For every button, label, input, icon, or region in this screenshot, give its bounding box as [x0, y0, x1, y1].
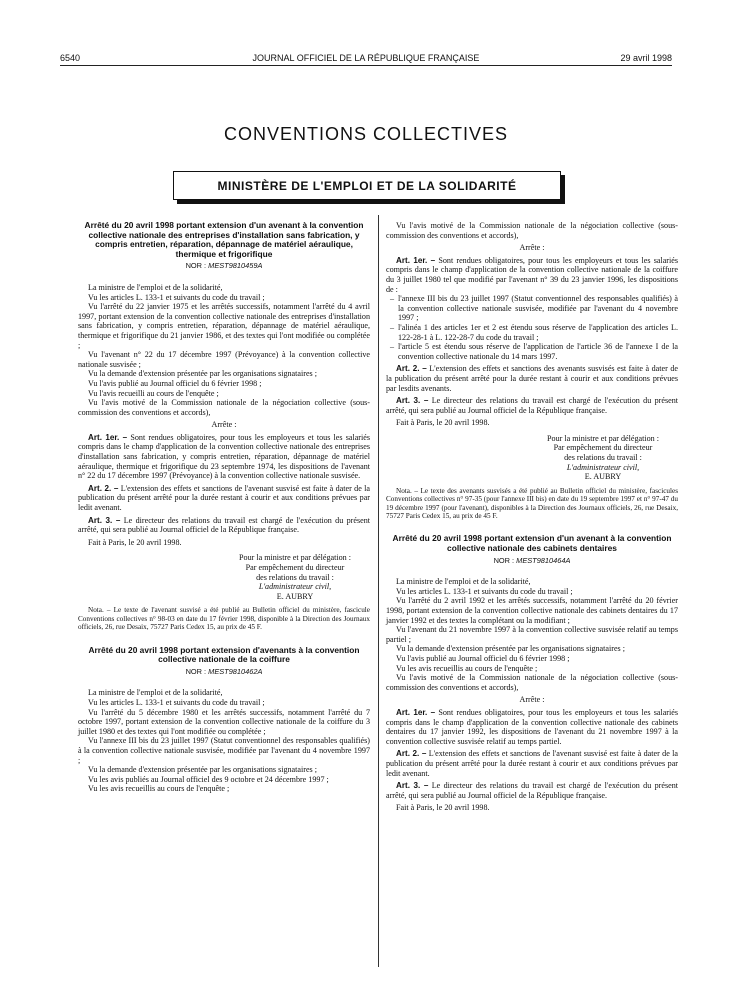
- paragraph: Vu la demande d'extension présentée par les organisations signataires ;: [88, 369, 317, 379]
- signature-line: Par empêchement du directeur: [553, 443, 653, 453]
- paragraph: Vu les articles L. 133-1 et suivants du code du travail ;: [396, 586, 573, 596]
- paragraph: Vu l'arrêté du 22 janvier 1975 et les arrêtés successifs, notamment l'arrêté du 4 avril 1997, portant extension de la convention collective nationale des entreprises d'installation sans fabrication, y compris entretien, réparation, dépannage de matériel aéraulique, thermique et frigorifique du 21 janvier 1986, et des textes qui l'ont modifiée ou complétée ;: [78, 302, 370, 350]
- signed-place-date: Fait à Paris, le 20 avril 1998.: [396, 418, 490, 428]
- paragraph: La ministre de l'emploi et de la solidarité,: [396, 577, 531, 587]
- paragraph: Vu les avis publiés au Journal officiel des 9 octobre et 24 décembre 1997 ;: [88, 774, 329, 784]
- nor-label: NOR :: [493, 555, 515, 565]
- nor-label: NOR :: [185, 666, 207, 676]
- list-item: – l'alinéa 1 des articles 1er et 2 est étendu sous réserve de l'application des articles L. 122-28-1 à L. 122-28-7 du code du travail ;: [386, 323, 678, 342]
- signature-line: L'administrateur civil,: [566, 462, 640, 472]
- article: [386, 781, 678, 800]
- page-number: 6540: [60, 53, 81, 63]
- article: [386, 708, 678, 746]
- signature-line: L'administrateur civil,: [258, 582, 332, 592]
- decree-title: Arrêté du 20 avril 1998 portant extension d'avenants à la convention collective nationale de la coiffure: [88, 644, 360, 665]
- paragraph: Vu l'avenant n° 22 du 17 décembre 1997 (Prévoyance) à la convention collective nationale susvisée ;: [78, 350, 370, 369]
- journal-title: JOURNAL OFFICIEL DE LA RÉPUBLIQUE FRANÇAISE: [252, 53, 480, 63]
- article-text: L'extension des effets et sanctions de l'avenant susvisé est faite à dater de la publication du présent arrêté pour la durée restant à courir et aux conditions prévues par ledit avenant.: [386, 749, 678, 778]
- section-title: CONVENTIONS COLLECTIVES: [223, 124, 509, 144]
- ministry-banner: [173, 171, 561, 200]
- article: [386, 749, 678, 778]
- article-text: Sont rendues obligatoires, pour tous les employeurs et tous les salariés compris dans le champ d'application de la convention collective nationale de la coiffure du 3 juillet 1980 tel que modifié par l'avenant n° 39 du 23 janvier 1996, les dispositions de :: [386, 255, 678, 294]
- signatory-name: E. AUBRY: [584, 472, 622, 482]
- decree-title: Arrêté du 20 avril 1998 portant extension d'un avenant à la convention collective nationale des cabinets dentaires: [392, 533, 672, 554]
- article: [386, 256, 678, 294]
- article: [386, 364, 678, 393]
- signature-block: [78, 553, 370, 601]
- nor-reference: [386, 556, 678, 566]
- signatory-name: E. AUBRY: [276, 591, 314, 601]
- article-label: Art. 1er. –: [88, 432, 128, 442]
- signature-line: Pour la ministre et par délégation :: [239, 553, 351, 563]
- signature-line: Pour la ministre et par délégation :: [547, 433, 659, 443]
- paragraph: Vu l'avis publié au Journal officiel du 6 février 1998 ;: [88, 378, 262, 388]
- article-label: Art. 2. –: [396, 749, 427, 759]
- nor-reference: [78, 261, 370, 271]
- signed-place-date: Fait à Paris, le 20 avril 1998.: [396, 803, 490, 813]
- paragraph: Vu les avis recueillis au cours de l'enquête ;: [88, 784, 230, 794]
- article-label: Art. 3. –: [88, 515, 121, 525]
- article-label: Art. 1er. –: [396, 255, 436, 265]
- paragraph: La ministre de l'emploi et de la solidarité,: [88, 688, 223, 698]
- paragraph: Vu l'avis motivé de la Commission nationale de la négociation collective (sous-commission des conventions et accords),: [386, 221, 678, 240]
- nor-reference: [78, 667, 370, 677]
- paragraph: Vu les avis recueillis au cours de l'enquête ;: [396, 663, 538, 673]
- header-rule: [60, 65, 672, 66]
- paragraph: Vu l'avis recueilli au cours de l'enquête ;: [88, 388, 219, 398]
- signed-place-date: Fait à Paris, le 20 avril 1998.: [88, 537, 182, 547]
- issue-date: 29 avril 1998: [620, 53, 672, 63]
- paragraph: Vu les articles L. 133-1 et suivants du code du travail ;: [88, 697, 265, 707]
- signature-line: des relations du travail :: [256, 572, 334, 582]
- article: [78, 484, 370, 513]
- page-header: [60, 53, 672, 65]
- paragraph: Vu l'arrêté du 5 décembre 1980 et les arrêtés successifs, notamment l'arrêté du 7 octobre 1997, portant extension de la convention collective nationale de la coiffure du 3 juillet 1980 et des textes qui l'ont modifiée ou complétée ;: [78, 707, 370, 736]
- nor-code: MEST9810459A: [208, 261, 263, 271]
- note: Nota. – Le texte de l'avenant susvisé a été publié au Bulletin officiel du ministère, fascicule Conventions collectives n° 98-03 en date du 17 février 1998, disponible à la Direction des Journaux officiels, 26, rue Desaix, 75727 Paris Cedex 15, au prix de 45 F.: [78, 606, 370, 632]
- list-item: – l'annexe III bis du 23 juillet 1997 (Statut conventionnel des responsables qualifiés) à la convention collective nationale susvisée, modifiée par l'avenant du 4 novembre 1997 ;: [386, 294, 678, 323]
- article-label: Art. 2. –: [88, 483, 119, 493]
- note: Nota. – Le texte des avenants susvisés a été publié au Bulletin officiel du ministère, fascicules Conventions collectives n° 97-35 (pour l'annexe III bis) en date du 19 septembre 1997 et n° 97-47 du 19 décembre 1997 (pour l'avenant), disponibles à la Direction des Journaux officiels, 26, rue Desaix, 75727 Paris Cedex 15, au prix de 45 F.: [386, 486, 678, 521]
- nor-code: MEST9810464A: [516, 555, 571, 565]
- article: [78, 433, 370, 481]
- decree-title: Arrêté du 20 avril 1998 portant extension d'un avenant à la convention collective nationale des entreprises d'installation sans fabrication, y compris entretien, réparation, dépannage de matériel aéraulique, thermique et frigorifique: [84, 220, 364, 259]
- paragraph: Vu l'arrêté du 2 avril 1992 et les arrêtés successifs, notamment l'arrêté du 20 février 1998, portant extension de la convention collective nationale des cabinets dentaires du 17 janvier 1992 et des textes la complétant ou la modifiant ;: [386, 596, 678, 625]
- paragraph: Vu l'avis publié au Journal officiel du 6 février 1998 ;: [396, 654, 570, 663]
- paragraph: La ministre de l'emploi et de la solidarité,: [88, 282, 223, 292]
- signature-line: des relations du travail :: [564, 453, 642, 463]
- article-text: Le directeur des relations du travail est chargé de l'exécution du présent arrêté, qui sera publié au Journal officiel de la République française.: [386, 396, 678, 415]
- arrete-heading: Arrête :: [211, 420, 237, 430]
- left-column: [78, 221, 370, 794]
- list-item: – l'article 5 est étendu sous réserve de l'application de l'article 36 de l'annexe I de la convention collective nationale du 14 mars 1997.: [386, 342, 678, 361]
- article-label: Art. 2. –: [396, 364, 427, 374]
- article-text: Le directeur des relations du travail est chargé de l'exécution du présent arrêté, qui sera publié au Journal officiel de la République française.: [386, 781, 678, 800]
- article-text: Sont rendues obligatoires, pour tous les employeurs et tous les salariés compris dans le champ d'application de la convention collective nationale des entreprises d'installation sans fabrication, y compris entretien, réparation, dépannage de matériel aéraulique, thermique et frigorifique du 23 septembre 1974, les dispositions de l'avenant n° 22 du 17 décembre 1997 (Prévoyance) à la convention collective nationale susvisée.: [78, 432, 370, 481]
- signature-line: Par empêchement du directeur: [245, 563, 345, 572]
- signature-block: [386, 434, 678, 482]
- right-column: [386, 221, 678, 813]
- article: [386, 396, 678, 415]
- column-divider: [378, 215, 379, 967]
- paragraph: Vu la demande d'extension présentée par les organisations signataires ;: [88, 765, 317, 775]
- article-label: Art. 1er. –: [396, 707, 436, 717]
- article-text: Le directeur des relations du travail est chargé de l'exécution du présent arrêté, qui sera publié au Journal officiel de la République française.: [78, 515, 370, 535]
- nor-code: MEST9810462A: [208, 666, 263, 676]
- article: [78, 516, 370, 535]
- ministry-name: MINISTÈRE DE L'EMPLOI ET DE LA SOLIDARITÉ: [217, 178, 517, 193]
- article-text: Sont rendues obligatoires, pour tous les employeurs et tous les salariés compris dans le champ d'application de la convention collective nationale des cabinets dentaires du 17 janvier 1992, les dispositions de l'avenant du 21 novembre 1997 à la convention collective susvisée relatif au temps partiel.: [386, 707, 678, 746]
- paragraph: Vu l'annexe III bis du 23 juillet 1997 (Statut conventionnel des responsables qualifiés) à la convention collective nationale susvisée, modifiée par l'avenant du 4 novembre 1997 ;: [78, 736, 370, 765]
- article-text: L'extension des effets et sanctions des avenants susvisés est faite à dater de la publication du présent arrêté pour la durée restant à courir et aux conditions prévues par lesdits avenants.: [386, 364, 678, 393]
- paragraph: Vu l'avenant du 21 novembre 1997 à la convention collective susvisée relatif au temps partiel ;: [386, 625, 678, 644]
- paragraph: Vu les articles L. 133-1 et suivants du code du travail ;: [88, 292, 265, 302]
- nor-label: NOR :: [185, 261, 207, 271]
- article-label: Art. 3. –: [396, 781, 429, 791]
- arrete-heading: Arrête :: [519, 695, 545, 705]
- arrete-heading: Arrête :: [519, 243, 545, 253]
- article-text: L'extension des effets et sanctions de l'avenant susvisé est faite à dater de la publication du présent arrêté pour la durée restant à courir et aux conditions prévues par ledit avenant.: [78, 483, 370, 513]
- paragraph: Vu l'avis motivé de la Commission nationale de la négociation collective (sous-commission des conventions et accords),: [78, 398, 370, 417]
- paragraph: Vu la demande d'extension présentée par les organisations signataires ;: [396, 644, 625, 654]
- article-label: Art. 3. –: [396, 396, 429, 406]
- paragraph: Vu l'avis motivé de la Commission nationale de la négociation collective (sous-commission des conventions et accords),: [386, 673, 678, 692]
